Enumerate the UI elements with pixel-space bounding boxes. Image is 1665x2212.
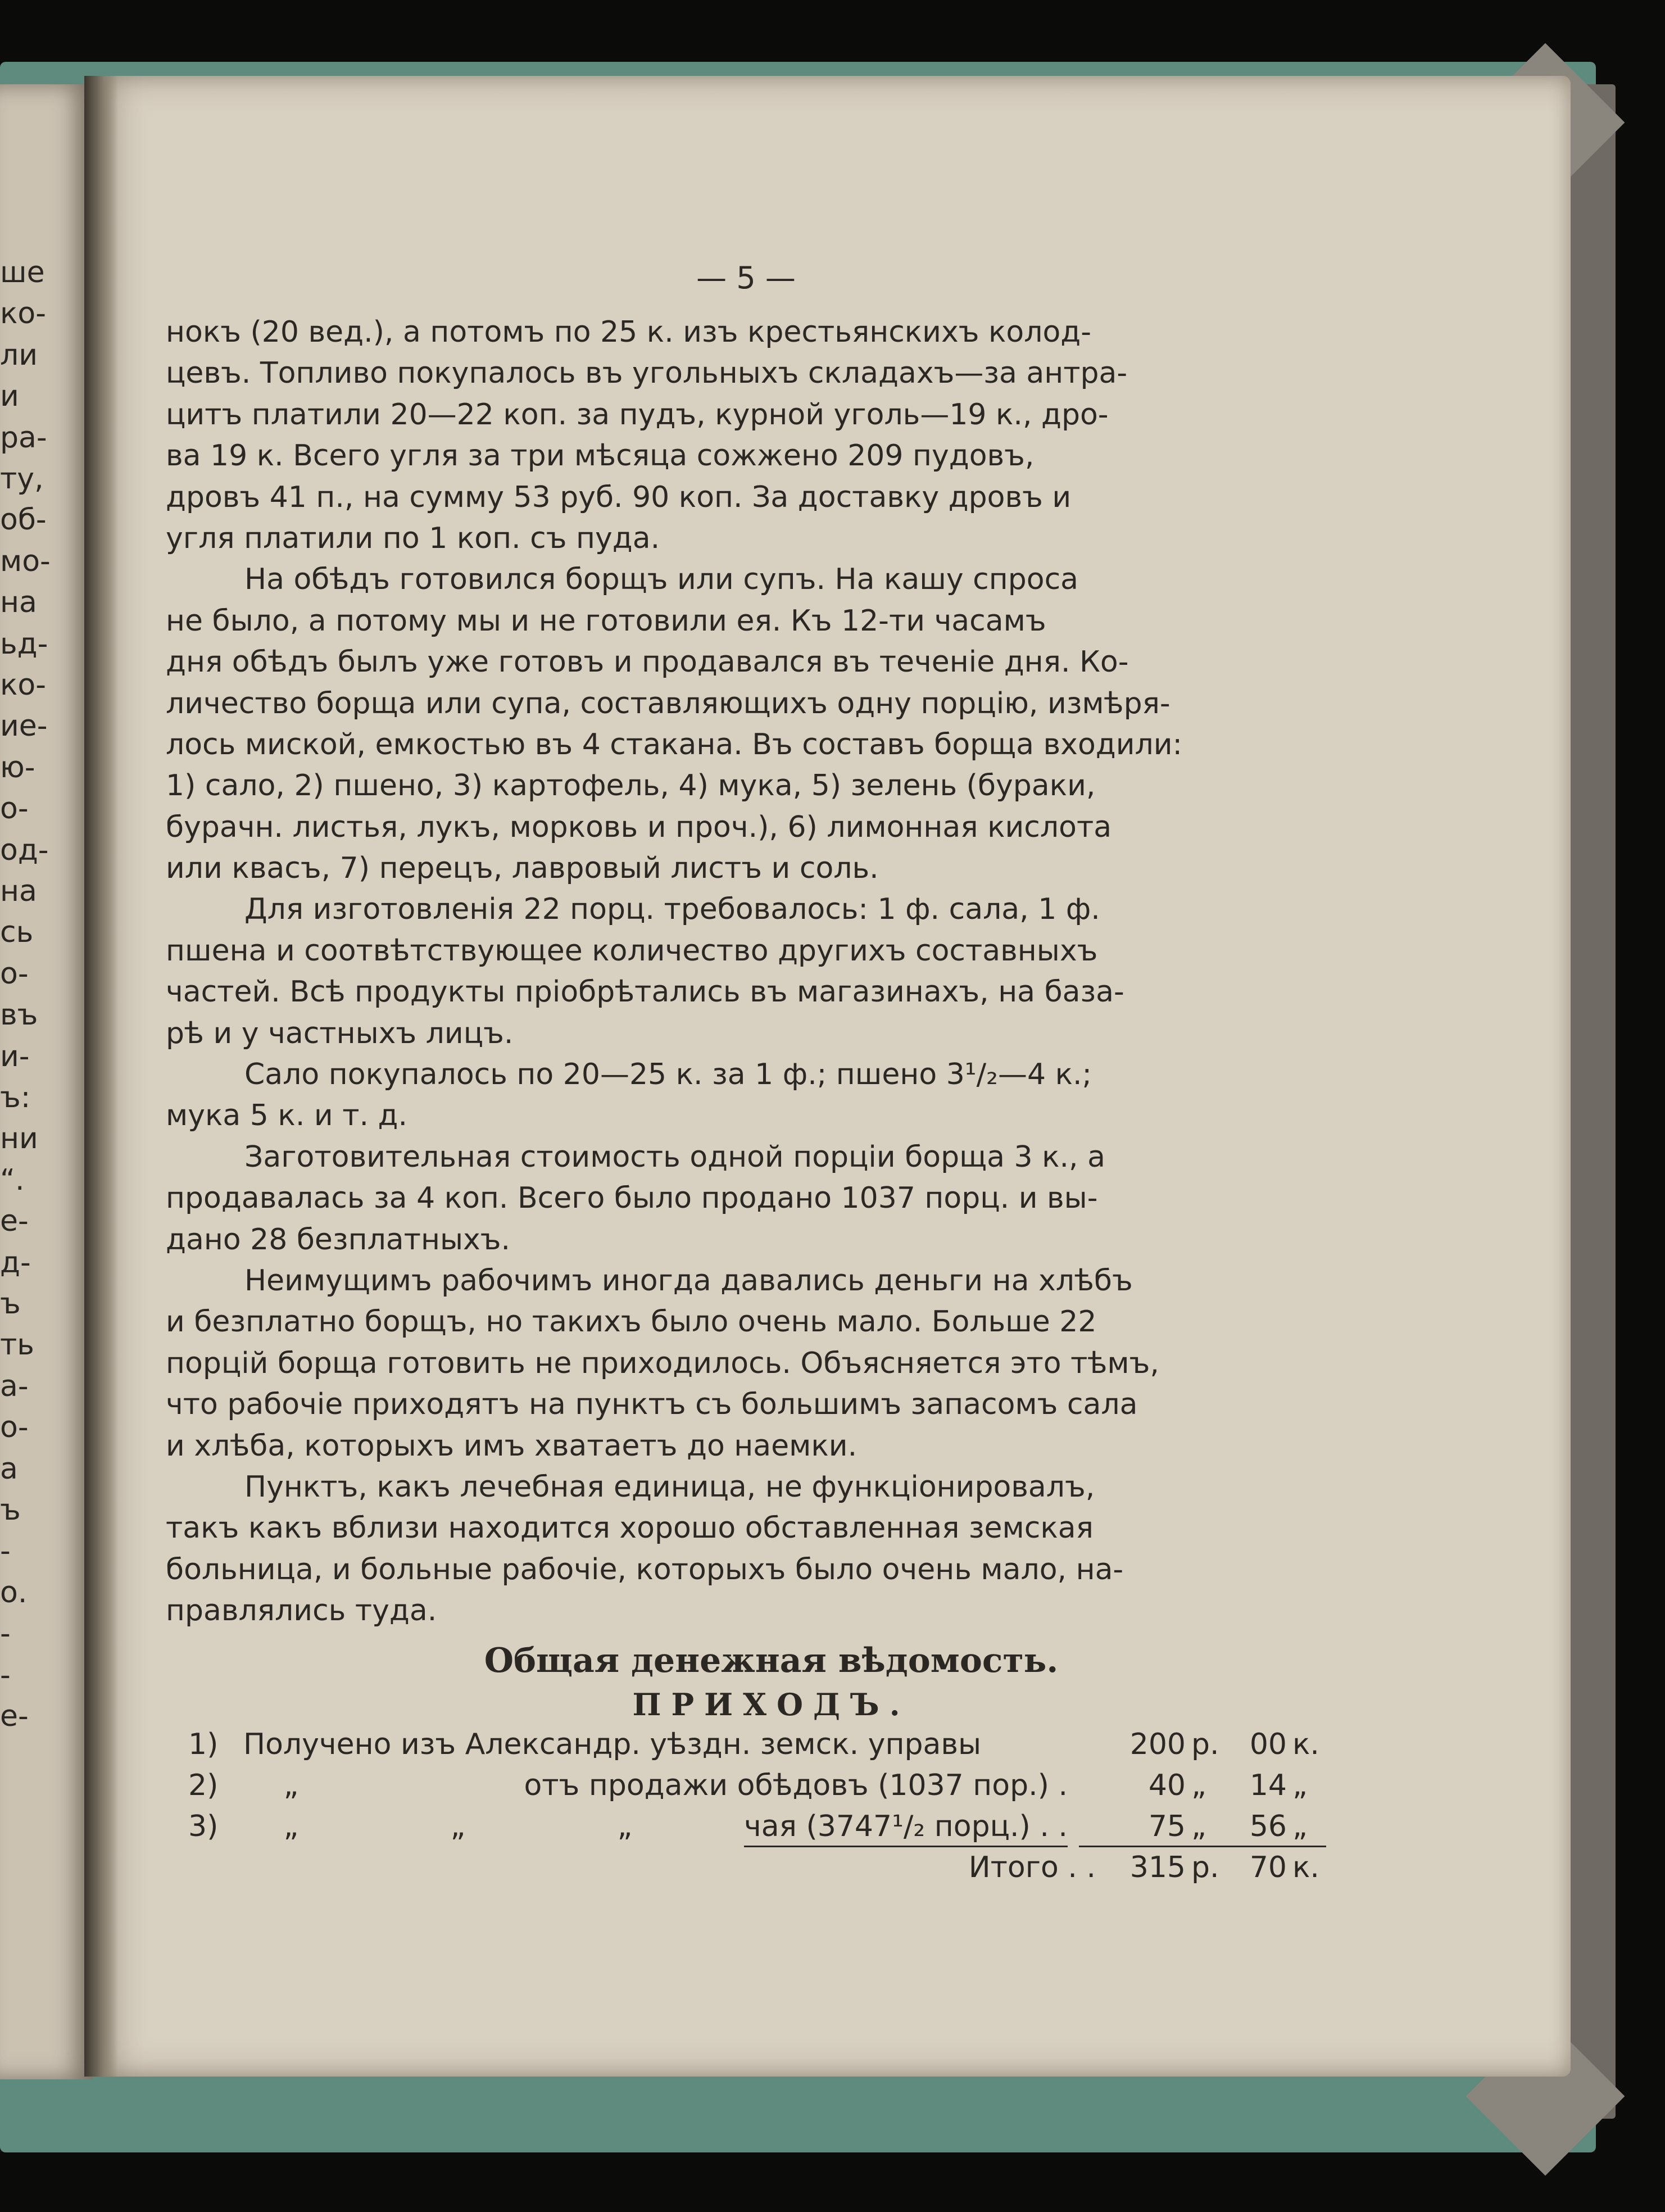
left-page-text-fragment: а-	[0, 1369, 29, 1403]
page-text	[166, 256, 1326, 1888]
page-number: — 5 —	[696, 260, 796, 296]
left-page-text-fragment: мо-	[0, 544, 51, 578]
total-kopecks-unit: к.	[1292, 1850, 1319, 1884]
ledger-row-description	[243, 1765, 1079, 1806]
ledger-row	[188, 1765, 1326, 1806]
left-page-text-fragment: од-	[0, 833, 49, 867]
text-line: Сало покупалось по 20—25 к. за 1 ф.; пшено 3¹/₂—4 к.;	[244, 1058, 1092, 1092]
paragraph	[166, 889, 1326, 1054]
text-line: нокъ (20 вед.), а потомъ по 25 к. изъ крестьянскихъ колод-	[166, 315, 1092, 349]
left-page-text-fragment: и-	[0, 1039, 30, 1073]
text-line: не было, а потому мы и не готовили ея. Къ 12-ти часамъ	[166, 604, 1046, 638]
text-line: правлялись туда.	[166, 1594, 437, 1628]
left-page-text-fragment: о-	[0, 1411, 29, 1445]
ledger-rubles: 200	[1129, 1727, 1186, 1761]
ledger-rubles: 75	[1079, 1806, 1186, 1847]
total-rubles-unit: р.	[1191, 1850, 1219, 1884]
left-page-text-fragment: на	[0, 586, 37, 620]
description-text: отъ продажи обѣдовъ (1037 пор.) .	[524, 1768, 1068, 1802]
ditto-mark: „	[283, 1768, 299, 1802]
ledger-title: Общая денежная вѣдомость.	[484, 1640, 1059, 1680]
text-line: мука 5 к. и т. д.	[166, 1099, 408, 1133]
left-page-edge	[0, 84, 93, 2079]
description-text: Получено изъ Александр. уѣздн. земск. управы	[243, 1727, 982, 1761]
text-line: такъ какъ вблизи находится хорошо обставленная земская	[166, 1511, 1094, 1545]
left-page-text-fragment: ни	[0, 1122, 38, 1156]
left-page-text-fragment: ъ	[0, 1287, 21, 1321]
ledger-row-description	[243, 1724, 1079, 1765]
paragraph	[166, 1467, 1326, 1632]
text-line: порцій борща готовить не приходилось. Объясняется это тѣмъ,	[166, 1346, 1159, 1380]
left-page-text-fragment: -	[0, 1534, 11, 1569]
text-line: рѣ и у частныхъ лицъ.	[166, 1016, 514, 1050]
total-label: Итого . .	[968, 1850, 1096, 1884]
text-line: лось миской, емкостью въ 4 стакана. Въ составъ борща входили:	[166, 727, 1183, 761]
ledger-rubles-unit: „	[1191, 1768, 1206, 1802]
text-line: Пунктъ, какъ лечебная единица, не функціонировалъ,	[244, 1470, 1095, 1504]
ledger-row-number: 2)	[188, 1768, 219, 1802]
left-page-text-fragment: о-	[0, 792, 29, 826]
left-page-text-fragment: а	[0, 1452, 18, 1486]
text-line: дровъ 41 п., на сумму 53 руб. 90 коп. За доставку дровъ и	[166, 480, 1072, 514]
ledger-row-description	[243, 1806, 1079, 1847]
left-page-text-fragment: ше	[0, 256, 45, 289]
ledger-rubles: 40	[1148, 1768, 1186, 1802]
text-line: дано 28 безплатныхъ.	[166, 1222, 511, 1257]
ledger-row	[188, 1806, 1326, 1847]
left-page-text-fragment: о-	[0, 957, 29, 991]
text-line: Неимущимъ рабочимъ иногда давались деньги на хлѣбъ	[244, 1263, 1133, 1298]
ledger-rubles-unit: р.	[1191, 1727, 1219, 1761]
left-page-text-fragment: ра-	[0, 420, 47, 455]
ledger-subtitle: ПРИХОДЪ.	[632, 1686, 910, 1723]
text-line: личество борща или супа, составляющихъ одну порцію, измѣря-	[166, 686, 1171, 720]
left-page-text-fragment: “.	[0, 1163, 25, 1197]
left-page-text-fragment: об-	[0, 503, 47, 537]
text-line: бурачн. листья, лукъ, морковь и проч.), 6) лимонная кислота	[166, 810, 1112, 844]
left-page-text-fragment: д-	[0, 1245, 31, 1280]
text-line: и хлѣба, которыхъ имъ хватаетъ до наемки.	[166, 1429, 858, 1463]
left-page-text-fragment: ъ:	[0, 1081, 31, 1114]
left-page-text-fragment: ьд-	[0, 627, 48, 661]
paragraph	[166, 559, 1326, 889]
ledger-kopecks: 00	[1249, 1727, 1287, 1761]
left-page-text-fragment: ъ	[0, 1493, 21, 1527]
ledger-kopecks-unit: „	[1287, 1806, 1326, 1847]
left-page-text-fragment: ли	[0, 338, 38, 372]
ditto-mark: „	[283, 1809, 299, 1843]
left-page-text-fragment: -	[0, 1617, 11, 1651]
ledger-rubles-unit: „	[1186, 1806, 1231, 1847]
left-page-text-fragment: ю-	[0, 750, 35, 785]
ledger-kopecks-unit: „	[1292, 1768, 1308, 1802]
ledger-row-number: 1)	[188, 1727, 219, 1761]
text-line: На обѣдъ готовился борщъ или супъ. На кашу спроса	[244, 563, 1079, 597]
ledger-total-row	[166, 1847, 1326, 1888]
left-page-text-fragment: въ	[0, 998, 38, 1032]
description-text: чая (3747¹/₂ порц.) . .	[744, 1806, 1068, 1847]
text-line: или квасъ, 7) перецъ, лавровый листъ и соль.	[166, 851, 879, 886]
ledger-row-number: 3)	[188, 1809, 219, 1843]
text-line: что рабочіе приходятъ на пунктъ съ большимъ запасомъ сала	[166, 1388, 1138, 1422]
text-line: цитъ платили 20—22 коп. за пудъ, курной уголь—19 к., дро-	[166, 397, 1109, 432]
left-page-text-fragment: сь	[0, 915, 34, 950]
text-line: больница, и больные рабочіе, которыхъ было очень мало, на-	[166, 1552, 1124, 1587]
text-line: Для изготовленія 22 порц. требовалось: 1 ф. сала, 1 ф.	[244, 892, 1100, 927]
left-page-text-fragment: ту,	[0, 462, 44, 496]
text-line: продавалась за 4 коп. Всего было продано 1037 порц. и вы-	[166, 1181, 1098, 1216]
left-page-text-fragment: ть	[0, 1328, 34, 1362]
left-page-text-fragment: ко-	[0, 297, 46, 331]
ledger-kopecks: 14	[1249, 1768, 1287, 1802]
left-page-text-fragment: -	[0, 1658, 11, 1692]
left-page-text-fragment: о.	[0, 1575, 28, 1610]
text-line: угля платили по 1 коп. съ пуда.	[166, 521, 660, 555]
text-line: частей. Всѣ продукты пріобрѣтались въ магазинахъ, на база-	[166, 975, 1124, 1009]
text-line: 1) сало, 2) пшено, 3) картофель, 4) мука, 5) зелень (бураки,	[166, 769, 1096, 803]
paragraph	[166, 1054, 1326, 1137]
text-line: ва 19 к. Всего угля за три мѣсяца сожжено 209 пудовъ,	[166, 439, 1035, 473]
total-rubles: 315	[1129, 1850, 1186, 1884]
text-line: и безплатно борщъ, но такихъ было очень мало. Больше 22	[166, 1305, 1097, 1339]
text-line: цевъ. Топливо покупалось въ угольныхъ складахъ—за антра-	[166, 356, 1128, 391]
ledger-kopecks: 56	[1231, 1806, 1287, 1847]
body-paragraphs	[166, 312, 1326, 1632]
left-page-text-fragment: ко-	[0, 668, 46, 702]
text-line: Заготовительная стоимость одной порціи борща 3 к., а	[244, 1140, 1105, 1174]
text-line: пшена и соотвѣтствующее количество другихъ составныхъ	[166, 933, 1098, 968]
ledger-row	[188, 1724, 1326, 1765]
left-page-text-fragment: е-	[0, 1699, 29, 1733]
left-page-text-fragment: ие-	[0, 709, 48, 744]
left-page-text-fragment: и	[0, 379, 19, 414]
left-page-text-fragment: на	[0, 874, 37, 908]
paragraph	[166, 1137, 1326, 1261]
ledger-kopecks-unit: к.	[1292, 1727, 1319, 1761]
ledger-table	[166, 1724, 1326, 1847]
paragraph	[166, 1261, 1326, 1467]
ditto-mark: „	[450, 1809, 466, 1843]
total-kopecks: 70	[1249, 1850, 1287, 1884]
ditto-mark: „	[617, 1809, 633, 1843]
left-page-text-fragment: е-	[0, 1204, 29, 1239]
paragraph	[166, 312, 1326, 559]
page-gutter-shadow	[84, 76, 118, 2077]
text-line: дня обѣдъ былъ уже готовъ и продавался въ теченіе дня. Ко-	[166, 645, 1129, 679]
